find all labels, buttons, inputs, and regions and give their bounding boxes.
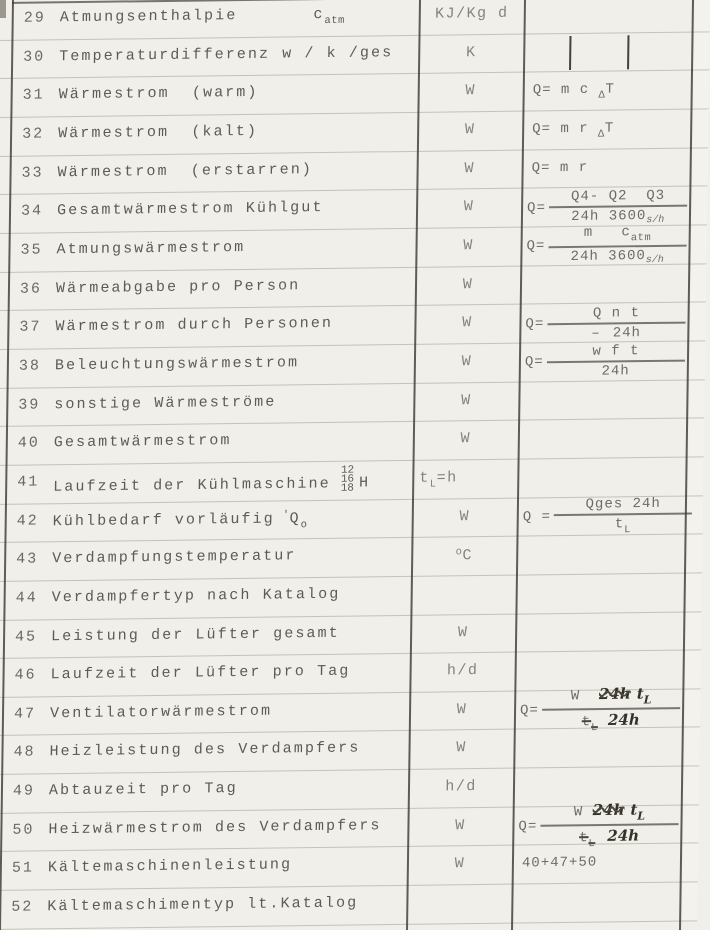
formula-prefix: Q=	[526, 238, 546, 255]
text-segment: sonstige Wärmeströme	[54, 393, 277, 413]
text-segment: t	[419, 469, 430, 487]
fraction-column	[554, 495, 693, 537]
text-segment: W	[457, 623, 469, 641]
text-segment: Leistung der Lüfter gesamt	[50, 624, 340, 645]
fraction-numerator	[570, 801, 650, 825]
formula-text	[522, 855, 597, 872]
row-number: 44	[15, 589, 38, 607]
stack-line: 18	[340, 482, 355, 495]
text-segment: 24h	[612, 324, 642, 342]
row-number: 41	[17, 473, 40, 491]
text-segment: 24h	[601, 363, 630, 380]
row-number: 30	[23, 48, 46, 66]
row-formula	[520, 264, 689, 305]
text-segment: s/h	[646, 214, 665, 226]
row-description	[47, 895, 358, 916]
text-segment: W	[573, 804, 593, 821]
formula-prefix: Q =	[522, 509, 552, 526]
text-segment: Wärmestrom (kalt)	[58, 122, 259, 143]
row-formula	[517, 496, 686, 537]
text-segment: KJ/Kg d	[434, 4, 509, 23]
formula-text	[532, 120, 614, 141]
row-unit	[413, 468, 523, 490]
text-segment: Wärmeabgabe pro Person	[55, 276, 301, 297]
row-formula	[521, 187, 690, 228]
row-description	[56, 239, 245, 258]
row-unit	[410, 700, 514, 718]
row-unit	[411, 662, 515, 680]
row-formula	[522, 110, 691, 151]
text-segment: o	[300, 518, 308, 531]
fraction-column	[548, 224, 687, 268]
row-description	[52, 586, 341, 607]
row-formula	[518, 380, 687, 421]
row-unit	[412, 546, 516, 565]
row-number: 36	[19, 280, 43, 298]
text-segment: Qges 24h	[585, 495, 661, 513]
row-description	[49, 740, 360, 761]
formula-fraction	[527, 187, 687, 227]
fraction-denominator	[591, 324, 641, 342]
formula-fraction	[522, 495, 692, 537]
formula-prefix: Q=	[518, 818, 538, 835]
text-segment: Kühlbedarf vorläufig	[52, 510, 275, 530]
text-segment: L	[588, 838, 596, 851]
row-formula	[512, 800, 681, 851]
text-segment: h/d	[445, 778, 477, 796]
text-segment: '	[282, 508, 290, 521]
text-segment: s/h	[645, 255, 664, 267]
row-unit	[419, 82, 523, 100]
text-segment: 40+47+50	[521, 854, 598, 872]
text-segment: Verdampfertyp nach Katalog	[51, 585, 341, 607]
row-description	[53, 464, 371, 500]
text-segment: Beleuchtungswärmestrom	[54, 354, 300, 375]
text-segment: 24h	[607, 710, 640, 730]
text-segment: 24h	[598, 684, 631, 704]
row-description	[52, 547, 297, 567]
table-row	[0, 882, 698, 929]
row-number: 48	[13, 743, 36, 762]
text-segment: Laufzeit der Kühlmaschine	[53, 475, 331, 496]
text-segment: =h	[436, 469, 458, 487]
text-segment: t	[581, 714, 592, 731]
row-formula	[524, 0, 693, 34]
row-formula	[515, 573, 684, 614]
row-number: 52	[11, 898, 34, 916]
row-formula	[521, 148, 690, 189]
text-segment: 24h	[592, 800, 625, 820]
fraction-denominator	[615, 515, 632, 536]
row-formula	[512, 844, 681, 885]
fraction-denominator	[601, 362, 629, 379]
stack-line: 16	[340, 473, 355, 486]
row-unit	[416, 237, 520, 255]
text-segment: W	[459, 507, 471, 525]
row-number: 32	[22, 125, 45, 143]
text-segment: W	[461, 353, 473, 371]
text-segment: Heizwärmestrom des Verdampfers	[48, 816, 382, 839]
text-segment: w / k /ges	[282, 43, 394, 63]
text-segment: W	[454, 855, 466, 873]
row-number: 47	[13, 705, 37, 723]
text-segment: Atmungswärmestrom	[56, 238, 246, 259]
text-segment: atm	[324, 14, 345, 28]
row-formula	[519, 341, 688, 382]
text-segment: Wärmestrom durch Personen	[55, 315, 334, 336]
row-description	[49, 780, 238, 799]
row-formula	[514, 684, 683, 735]
row-formula	[517, 457, 686, 498]
text-segment: o	[455, 546, 463, 559]
text-segment: m c	[583, 224, 631, 242]
text-segment: Δ	[597, 128, 605, 141]
text-segment: H	[358, 474, 371, 492]
text-segment: T	[604, 120, 615, 137]
row-formula	[520, 225, 689, 266]
row-number: 40	[17, 434, 40, 452]
text-segment: Gesamtwärmestrom	[53, 432, 232, 452]
text-segment: L	[624, 524, 632, 537]
text-segment: t	[614, 516, 625, 533]
stack-line: 12	[340, 464, 355, 477]
row-formula	[519, 303, 688, 344]
row-unit	[415, 353, 519, 371]
text-segment: Kältemaschimentyp lt.Katalog	[47, 894, 359, 916]
row-number: 45	[14, 627, 38, 646]
row-description	[56, 277, 301, 297]
formula-fraction	[525, 304, 685, 342]
row-description	[53, 509, 308, 534]
text-segment: W	[465, 82, 477, 100]
text-segment: Q	[289, 509, 301, 527]
row-description	[58, 123, 258, 142]
text-segment: L	[429, 478, 437, 491]
row-number: 39	[18, 396, 41, 414]
row-description	[48, 817, 381, 838]
fraction-numerator	[581, 496, 664, 514]
text-segment: Wärmestrom (erstarren)	[57, 160, 314, 181]
row-description	[57, 199, 324, 219]
fraction-numerator	[567, 685, 656, 709]
text-segment: w f t	[592, 343, 640, 360]
text-segment: Gesamtwärmestrom Kühlgut	[56, 199, 324, 220]
formula-prefix: Q=	[525, 315, 545, 333]
row-formula	[513, 728, 682, 769]
text-segment: W	[463, 237, 474, 255]
fraction-column	[546, 343, 685, 381]
text-segment: W	[456, 700, 468, 719]
text-segment: L	[643, 693, 652, 707]
text-segment: Q n t	[592, 304, 641, 322]
row-formula	[515, 612, 684, 653]
text-segment: c	[313, 6, 325, 24]
fraction-column	[549, 187, 688, 227]
row-number: 35	[20, 241, 43, 259]
row-description	[60, 6, 345, 30]
scan-edge-mark	[0, 0, 6, 18]
text-segment: L	[637, 809, 646, 823]
text-segment: Abtauzeit pro Tag	[48, 780, 238, 800]
row-unit	[414, 391, 518, 409]
text-segment: W	[464, 121, 476, 139]
text-segment: 24h 3600	[570, 248, 646, 266]
fraction-column	[547, 304, 686, 342]
text-segment: 24h	[607, 826, 640, 846]
row-number: 33	[21, 164, 44, 182]
row-description	[55, 354, 300, 374]
text-segment: t	[636, 684, 644, 703]
fraction-numerator	[589, 305, 644, 323]
row-formula	[516, 535, 685, 576]
row-description	[57, 161, 313, 181]
row-unit	[411, 623, 515, 641]
formula-text	[532, 159, 589, 176]
text-segment: W	[570, 688, 600, 705]
text-segment: Atmungsenthalpie	[59, 7, 238, 27]
text-segment: W	[462, 314, 473, 332]
text-segment: Q= m c	[532, 81, 599, 99]
row-formula	[523, 32, 692, 73]
row-formula	[511, 883, 680, 924]
text-segment: Q4- Q2 Q3	[570, 187, 666, 205]
text-segment: W	[460, 430, 472, 448]
text-segment: h/d	[446, 662, 479, 680]
text-segment: W	[463, 198, 475, 216]
text-segment: Verdampfungstemperatur	[52, 547, 297, 568]
fraction-numerator	[580, 224, 656, 246]
row-description	[59, 44, 393, 65]
formula-prefix: Q=	[519, 702, 540, 719]
stacked-values	[341, 466, 355, 493]
text-segment: K	[465, 43, 477, 61]
row-unit	[419, 43, 523, 61]
row-number: 31	[22, 86, 45, 105]
formula-fraction	[526, 224, 686, 268]
row-description	[54, 393, 276, 413]
row-description	[50, 702, 272, 722]
row-number: 43	[16, 550, 39, 568]
row-description	[48, 857, 293, 877]
row-unit	[413, 507, 517, 525]
hand-tick-mark	[627, 35, 629, 69]
row-number: 46	[14, 666, 37, 684]
row-unit	[412, 584, 516, 585]
row-unit	[420, 5, 524, 23]
row-number: 42	[16, 511, 39, 530]
text-segment: Q= m r	[532, 120, 599, 138]
text-segment: W	[462, 275, 474, 293]
row-unit	[418, 121, 522, 139]
text-segment: –	[591, 325, 601, 342]
row-unit	[416, 275, 520, 293]
text-segment: Δ	[598, 89, 606, 102]
row-unit	[408, 855, 512, 873]
text-segment: Heizleistung des Verdampfers	[49, 739, 361, 761]
formula-fraction	[525, 343, 685, 381]
row-number: 49	[12, 782, 36, 800]
fraction-numerator	[588, 343, 643, 361]
row-number: 51	[11, 859, 35, 878]
text-segment: t	[630, 800, 638, 819]
row-formula	[518, 419, 687, 460]
formula-prefix: Q=	[524, 354, 544, 371]
row-description	[54, 432, 232, 451]
text-segment: Temperaturdifferenz	[59, 45, 271, 65]
row-unit	[408, 894, 512, 895]
text-segment: W	[464, 159, 476, 177]
text-segment: Ventilatorwärmestrom	[49, 702, 273, 723]
text-segment: C	[462, 547, 474, 565]
row-number: 29	[23, 9, 46, 27]
text-segment: t	[578, 830, 589, 847]
text-segment: 24h 3600	[571, 207, 647, 225]
formula-prefix: Q=	[526, 199, 547, 217]
row-unit	[408, 816, 512, 834]
row-unit	[409, 739, 513, 757]
text-segment: T	[605, 81, 615, 98]
row-number: 38	[18, 357, 42, 375]
text-segment: Wärmestrom (warm)	[58, 84, 259, 104]
row-number: 50	[12, 821, 35, 839]
row-unit	[417, 198, 521, 216]
row-description	[59, 84, 259, 103]
text-segment: Q= m r	[531, 159, 589, 177]
row-description	[55, 315, 333, 335]
row-number: 34	[20, 202, 44, 220]
text-segment: W	[461, 391, 472, 409]
fraction-numerator	[567, 187, 669, 205]
row-description	[50, 663, 350, 684]
row-formula	[522, 71, 691, 112]
row-unit	[414, 430, 518, 448]
text-segment: W	[456, 739, 467, 757]
text-segment: L	[590, 722, 598, 735]
text-segment: atm	[630, 232, 652, 245]
text-segment: W	[455, 816, 466, 835]
row-description	[51, 624, 340, 645]
row-unit	[415, 314, 519, 332]
formula-text	[533, 82, 615, 103]
row-unit	[409, 778, 513, 796]
text-segment: Kältemaschinenleistung	[47, 856, 293, 877]
hand-tick-mark	[569, 36, 571, 70]
row-number: 37	[19, 318, 42, 336]
text-segment: Laufzeit der Lüfter pro Tag	[50, 662, 351, 684]
row-unit	[418, 159, 522, 177]
